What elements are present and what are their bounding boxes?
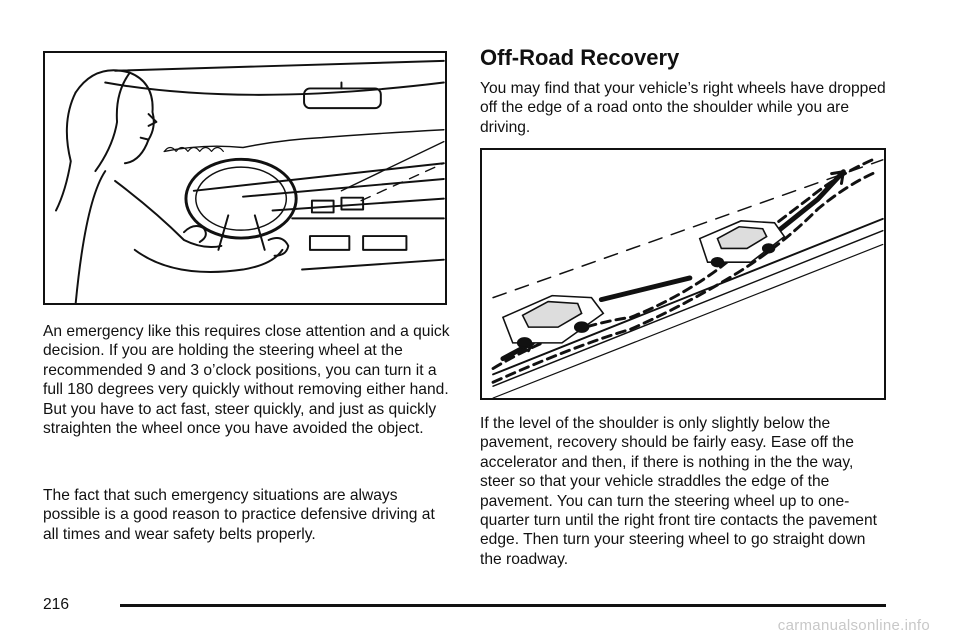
driver-illustration bbox=[43, 51, 447, 305]
driver-steering-drawing bbox=[45, 53, 445, 303]
recovery-path-drawing bbox=[482, 150, 884, 398]
left-paragraph-1: An emergency like this requires close attention and a quick decision. If you are holding the steering wheel at the recommended 9 and 3 o’clock positions, you can turn it a full 180 degrees very quickly without removing either hand. But you have to act fast, steer quickly, and just as quickly straighten the wheel once you have avoided the object. bbox=[43, 323, 450, 438]
section-heading: Off-Road Recovery bbox=[480, 45, 680, 70]
left-paragraph-2: The fact that such emergency situations are always possible is a good reason to practice defensive driving at all times and wear safety belts properly. bbox=[43, 487, 435, 543]
right-paragraph-2: If the level of the shoulder is only slightly below the pavement, recovery should be fairly easy. Ease off the accelerator and then, if there is nothing in the the way, steer so that your vehicle straddles the edge of the pavement. You can turn the steering wheel up to one-quarter turn until the right front tire contacts the pavement edge. Then turn your steering wheel to go straight down the roadway. bbox=[480, 415, 877, 568]
recovery-illustration bbox=[480, 148, 886, 400]
right-paragraph-1: You may find that your vehicle’s right wheels have dropped off the edge of a road onto the shoulder while you are driving. bbox=[480, 80, 886, 136]
footer-rule bbox=[120, 604, 886, 607]
page-number: 216 bbox=[43, 596, 70, 613]
watermark: carmanualsonline.info bbox=[777, 617, 930, 634]
